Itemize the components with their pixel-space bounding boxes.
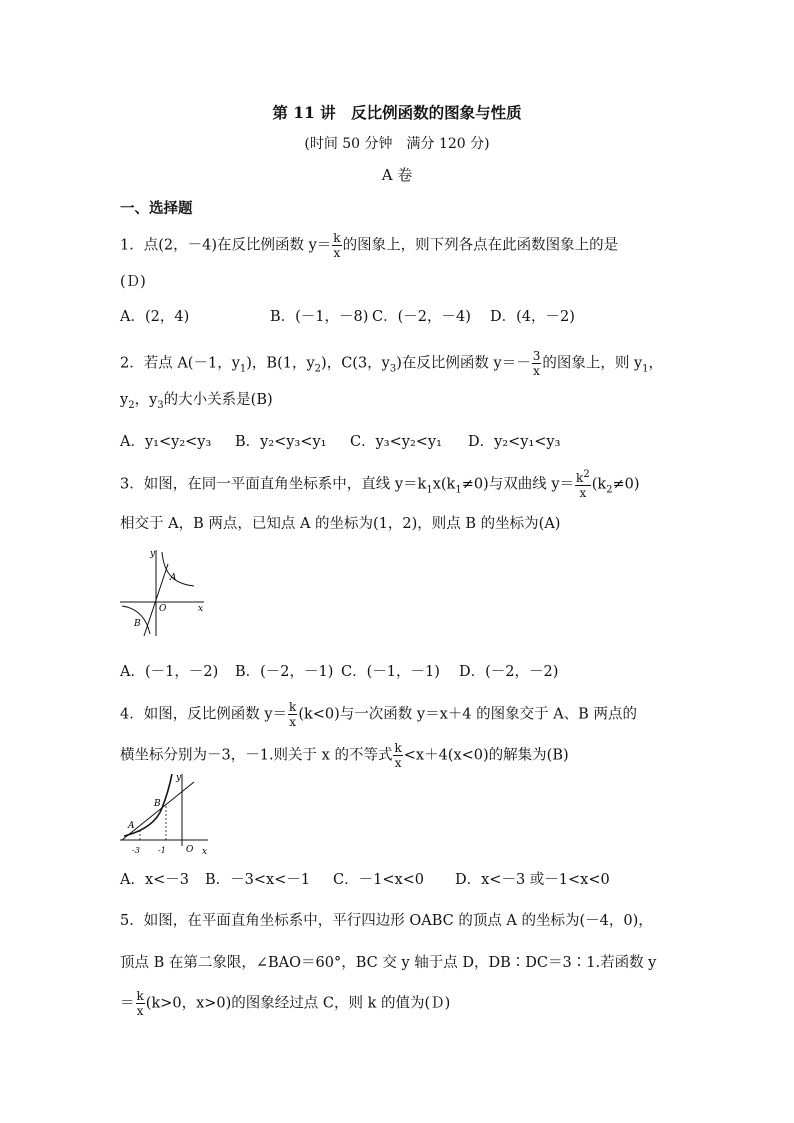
q4-figure [118,772,214,858]
q5-stem-line1: 5．如图，在平面直角坐标系中，平行四边形 OABC 的顶点 A 的坐标为(－4，0)， [120,913,653,929]
q2-stem-part: y [120,392,129,408]
q2-option-a: A．y₁<y₂<y₃ [120,434,212,450]
q4-label-a: A [128,821,135,831]
q3-label-y: y [150,549,156,559]
q1-stem-pre: 1．点(2，－4)在反比例函数 y＝ [120,237,332,254]
q2-stem-part: 2．若点 A(－1，y [120,355,240,372]
q2-fraction [532,350,542,377]
q2-option-d: D．y₂<y₁<y₃ [468,434,561,450]
q4-options [120,868,610,889]
q2-options [120,430,560,451]
q4-stem-part: 4．如图，反比例函数 y＝ [120,706,288,723]
q3-option-d: D．(－2，－2) [459,664,559,680]
page-subtitle: (时间 50 分钟 满分 120 分) [304,136,490,152]
q3-options [120,660,558,681]
q4-label-m3: -3 [132,846,140,855]
q2-frac-den: x [533,364,540,378]
q2-stem-part: )，C(3，y [321,355,390,372]
q3-label-o: O [159,604,167,614]
q3-option-c: C．(－1，－1) [341,664,440,680]
q5-stem-part: (k>0，x>0)的图象经过点 C，则 k 的值为(Ｄ) [145,995,451,1012]
q2-frac-num: 3 [532,349,541,363]
q3-stem-part: ≠0) [612,476,640,493]
q2-stem [120,350,663,377]
q1-stem-post: 的图象上，则下列各点在此函数图象上的是 [342,237,619,254]
q2-stem-part: )在反比例函数 y＝－ [396,355,531,372]
q3-frac-num [575,470,591,486]
q3-option-b: B．(－2，－1) [235,664,334,680]
q4-frac-num: k [289,700,297,714]
q3-stem-part: (k [591,476,607,493]
q2-option-c: C．y₃<y₂<y₁ [350,434,442,450]
q3-stem [120,470,640,499]
q2-sub: 2 [314,363,322,375]
q4-option-a: A．x<－3 [120,872,190,888]
q1-frac-den: x [333,246,341,260]
q3-sub: 2 [606,484,613,496]
q3-stem-part: ≠0)与双曲线 y＝ [461,476,575,493]
q3-option-a: A．(－1，－2) [120,664,219,680]
q1-option-d: D．(4，－2) [490,309,575,325]
q5-fraction [136,990,145,1017]
q2-sub: 3 [389,363,397,375]
q3-label-x: x [198,604,204,614]
q4-frac2-den: x [394,756,402,770]
q4-label-o: O [186,845,194,855]
q4-fraction-2 [393,742,402,769]
q5-frac-num: k [136,989,144,1003]
q3-sub: 1 [426,484,433,496]
q5-stem-line3 [120,990,450,1017]
q3-label-a: A [170,573,177,583]
q4-stem-part: <x＋4(x<0)的解集为(B) [403,747,569,764]
q3-stem-line2: 相交于 A，B 两点，已知点 A 的坐标为(1，2)，则点 B 的坐标为(A) [120,516,561,532]
q1-option-a: A．(2，4) [120,309,190,325]
q2-stem-part: 的大小关系是(B) [163,392,273,408]
q4-label-m1: -1 [158,846,166,855]
q3-stem-part: 3．如图，在同一平面直角坐标系中，直线 y＝k [120,476,427,493]
q2-option-b: B．y₂<y₃<y₁ [235,434,327,450]
q4-stem-part: 横坐标分别为－3，－1.则关于 x 的不等式 [120,747,393,764]
q4-label-x: x [202,847,208,857]
q2-sub: 1 [239,363,247,375]
q4-option-b: B．－3<x<－1 [205,872,311,888]
q2-sub: 1 [642,363,649,375]
q2-stem-part: )，B(1，y [246,355,315,372]
q4-frac2-num: k [394,741,402,755]
q3-frac-num-text: k [576,471,584,485]
q2-stem-part: ， [648,355,664,372]
q2-sub: 3 [157,399,164,411]
q3-sub: 1 [455,484,462,496]
q3-frac-den: x [579,486,587,500]
q4-stem-part: (k<0)与一次函数 y＝x＋4 的图象交于 A、B 两点的 [298,706,637,723]
q3-figure [118,546,210,638]
q2-stem-part: ，y [134,392,158,408]
q4-stem [120,701,637,728]
q4-option-d: D．x<－3 或－1<x<0 [455,872,610,888]
q4-option-c: C．－1<x<0 [333,872,425,888]
q4-label-b: B [154,799,161,809]
q5-stem-line2: 顶点 B 在第二象限，∠BAO＝60°，BC 交 y 轴于点 D，DB∶DC＝3∶1.若函数 y [120,955,657,971]
q1-stem [120,232,618,259]
page-title: 第 11 讲 反比例函数的图象与性质 [272,103,522,122]
q1-frac-num: k [333,231,341,245]
q4-fraction [288,701,297,728]
q5-frac-den: x [136,1004,144,1018]
q1-option-b: B．(－1，－8) [270,309,369,325]
q3-frac-sup: 2 [583,469,590,480]
q1-fraction [332,232,341,259]
q4-line [122,782,194,840]
volume-label: A 卷 [381,166,413,184]
q4-label-y: y [176,773,182,783]
q2-sub: 2 [128,399,135,411]
q1-option-c: C．(－2，－4) [372,309,471,325]
q3-fraction [575,470,591,499]
q4-stem-line2 [120,742,569,769]
q5-stem-part: ＝ [120,995,135,1012]
q3-stem-part: x(k [432,476,456,493]
q2-stem-line2 [120,388,273,411]
q3-label-b: B [134,619,141,629]
q1-options [120,305,575,326]
section-heading: 一、选择题 [120,201,193,217]
q2-stem-part: 的图象上，则 y [542,355,643,372]
q4-frac-den: x [289,715,297,729]
q1-answer: (Ｄ) [120,274,146,290]
